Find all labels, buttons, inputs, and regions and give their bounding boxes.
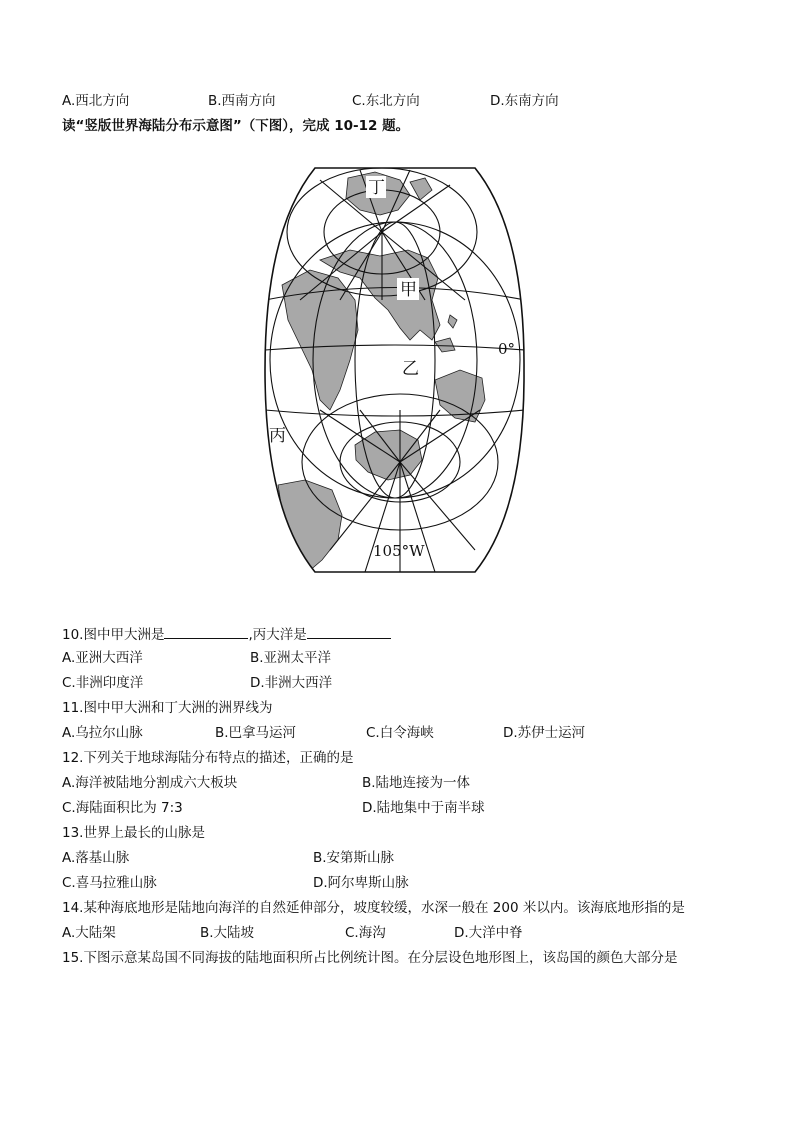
q10-blank-1 [164, 624, 248, 639]
q14-stem: 14.某种海底地形是陆地向海洋的自然延伸部分，坡度较缓，水深一般在 200 米以内。该海底地形指的是 [62, 900, 685, 916]
map-svg [260, 160, 530, 580]
q13-option-b: B.安第斯山脉 [313, 850, 395, 866]
q13-option-a: A.落基山脉 [62, 850, 130, 866]
q12-option-c: C.海陆面积比为 7:3 [62, 800, 183, 816]
section-intro: 读“竖版世界海陆分布示意图”（下图），完成 10-12 题。 [62, 118, 410, 134]
label-yi: 乙 [402, 359, 419, 379]
q10-stem [62, 624, 391, 644]
q13-option-c: C.喜马拉雅山脉 [62, 875, 157, 891]
q14-option-c: C.海沟 [345, 925, 386, 941]
label-meridian: 105°W [373, 542, 425, 560]
label-equator: 0° [498, 340, 516, 358]
world-sea-land-map [260, 160, 530, 580]
q10-blank-2 [307, 624, 391, 639]
q14-option-a: A.大陆架 [62, 925, 116, 941]
q15-stem: 15.下图示意某岛国不同海拔的陆地面积所占比例统计图。在分层设色地形图上，该岛国的颜色大部分是 [62, 950, 678, 966]
q13-option-d: D.阿尔卑斯山脉 [313, 875, 409, 891]
q11-option-c: C.白令海峡 [366, 725, 434, 741]
label-jia: 甲 [400, 280, 417, 300]
q9-option-a: A.西北方向 [62, 93, 130, 109]
q10-stem-part2: ,丙大洋是 [248, 627, 307, 643]
q9-option-d: D.东南方向 [490, 93, 559, 109]
q10-option-c: C.非洲印度洋 [62, 675, 144, 691]
q10-option-b: B.亚洲太平洋 [250, 650, 332, 666]
q11-option-b: B.巴拿马运河 [215, 725, 297, 741]
q14-option-d: D.大洋中脊 [454, 925, 523, 941]
q10-stem-part1: 10.图中甲大洲是 [62, 627, 165, 643]
q10-option-a: A.亚洲大西洋 [62, 650, 143, 666]
q9-option-c: C.东北方向 [352, 93, 420, 109]
q9-option-b: B.西南方向 [208, 93, 276, 109]
q14-option-b: B.大陆坡 [200, 925, 255, 941]
label-ding: 丁 [368, 178, 385, 198]
q12-stem: 12.下列关于地球海陆分布特点的描述，正确的是 [62, 750, 354, 766]
q13-stem: 13.世界上最长的山脉是 [62, 825, 205, 841]
q11-stem: 11.图中甲大洲和丁大洲的洲界线为 [62, 700, 273, 716]
q10-option-d: D.非洲大西洋 [250, 675, 333, 691]
q12-option-b: B.陆地连接为一体 [362, 775, 471, 791]
q12-option-d: D.陆地集中于南半球 [362, 800, 485, 816]
land-islands-2 [448, 315, 457, 328]
land-south-america [278, 480, 342, 572]
land-africa [282, 270, 358, 410]
q12-option-a: A.海洋被陆地分割成六大板块 [62, 775, 238, 791]
q11-option-a: A.乌拉尔山脉 [62, 725, 143, 741]
q11-option-d: D.苏伊士运河 [503, 725, 586, 741]
label-bing: 丙 [269, 426, 286, 446]
